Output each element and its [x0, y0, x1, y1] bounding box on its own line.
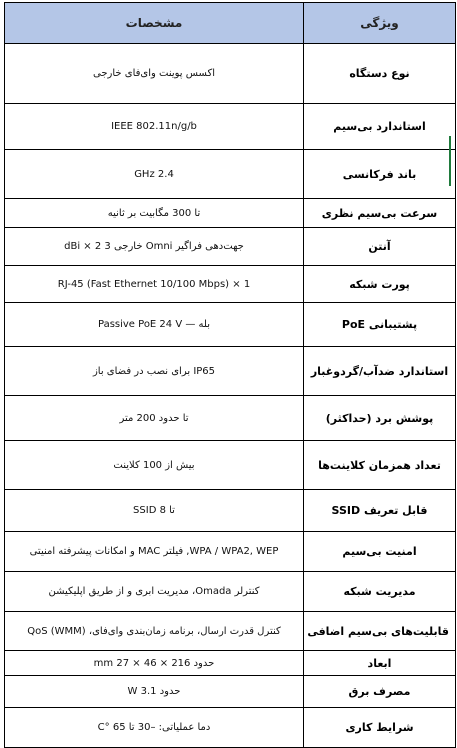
- feature-cell: قابلیت‌های بی‌سیم اضافی: [304, 612, 456, 651]
- table-row: [5, 228, 456, 266]
- spec-cell: بیش از 100 کلاینت: [5, 441, 304, 490]
- header-feature: ویژگی: [304, 3, 456, 44]
- spec-cell: IEEE 802.11n/g/b: [5, 104, 304, 150]
- feature-cell: پوشش برد (حداکثر): [304, 396, 456, 441]
- table-row: [5, 612, 456, 651]
- spec-cell: اکسس پوینت وای‌فای خارجی: [5, 44, 304, 104]
- table-row: [5, 303, 456, 347]
- feature-cell: پورت شبکه: [304, 266, 456, 303]
- table-row: [5, 708, 456, 748]
- feature-cell: پشتیبانی PoE: [304, 303, 456, 347]
- spec-cell: تا حدود 200 متر: [5, 396, 304, 441]
- table-row: [5, 104, 456, 150]
- spec-cell: کنترلر Omada، مدیریت ابری و از طریق اپلیکیشن: [5, 572, 304, 612]
- spec-cell: حدود 216 × 46 × 27 mm: [5, 651, 304, 676]
- spec-cell: بله — Passive PoE 24 V: [5, 303, 304, 347]
- table-row: [5, 676, 456, 708]
- feature-cell: مدیریت شبکه: [304, 572, 456, 612]
- table-row: [5, 347, 456, 396]
- spec-cell: دما عملیاتی: –30 تا 65 °C: [5, 708, 304, 748]
- cell-selection-edge: [449, 136, 451, 186]
- feature-cell: باند فرکانسی: [304, 150, 456, 199]
- specifications-table: [4, 2, 456, 748]
- table-row: [5, 490, 456, 532]
- spec-cell: جهت‌دهی فراگیر Omni خارجی 3 dBi × 2: [5, 228, 304, 266]
- feature-cell: ابعاد: [304, 651, 456, 676]
- spec-cell: تا 300 مگابیت بر ثانیه: [5, 199, 304, 228]
- header-spec: مشخصات: [5, 3, 304, 44]
- spec-cell: حدود 3.1 W: [5, 676, 304, 708]
- spec-cell: WPA / WPA2, WEP, فیلتر MAC و امکانات پیشرفته امنیتی: [5, 532, 304, 572]
- table-row: [5, 572, 456, 612]
- table-row: [5, 396, 456, 441]
- table-row: [5, 266, 456, 303]
- spec-cell: تا SSID 8: [5, 490, 304, 532]
- feature-cell: مصرف برق: [304, 676, 456, 708]
- feature-cell: شرایط کاری: [304, 708, 456, 748]
- table-row: [5, 150, 456, 199]
- table-row: [5, 441, 456, 490]
- spec-cell: 2.4 GHz: [5, 150, 304, 199]
- feature-cell: استاندارد ضدآب/گردوغبار: [304, 347, 456, 396]
- table-header-row: [5, 3, 456, 44]
- spec-cell: IP65 برای نصب در فضای باز: [5, 347, 304, 396]
- feature-cell: نوع دستگاه: [304, 44, 456, 104]
- feature-cell: تعداد همزمان کلاینت‌ها: [304, 441, 456, 490]
- table-row: [5, 199, 456, 228]
- feature-cell: قابل تعریف SSID: [304, 490, 456, 532]
- feature-cell: سرعت بی‌سیم نظری: [304, 199, 456, 228]
- table-row: [5, 651, 456, 676]
- feature-cell: استاندارد بی‌سیم: [304, 104, 456, 150]
- table-row: [5, 44, 456, 104]
- table-row: [5, 532, 456, 572]
- feature-cell: آنتن: [304, 228, 456, 266]
- spec-cell: 1 × RJ-45 (Fast Ethernet 10/100 Mbps): [5, 266, 304, 303]
- feature-cell: امنیت بی‌سیم: [304, 532, 456, 572]
- spec-cell: کنترل قدرت ارسال، برنامه زمان‌بندی وای‌فای، QoS (WMM): [5, 612, 304, 651]
